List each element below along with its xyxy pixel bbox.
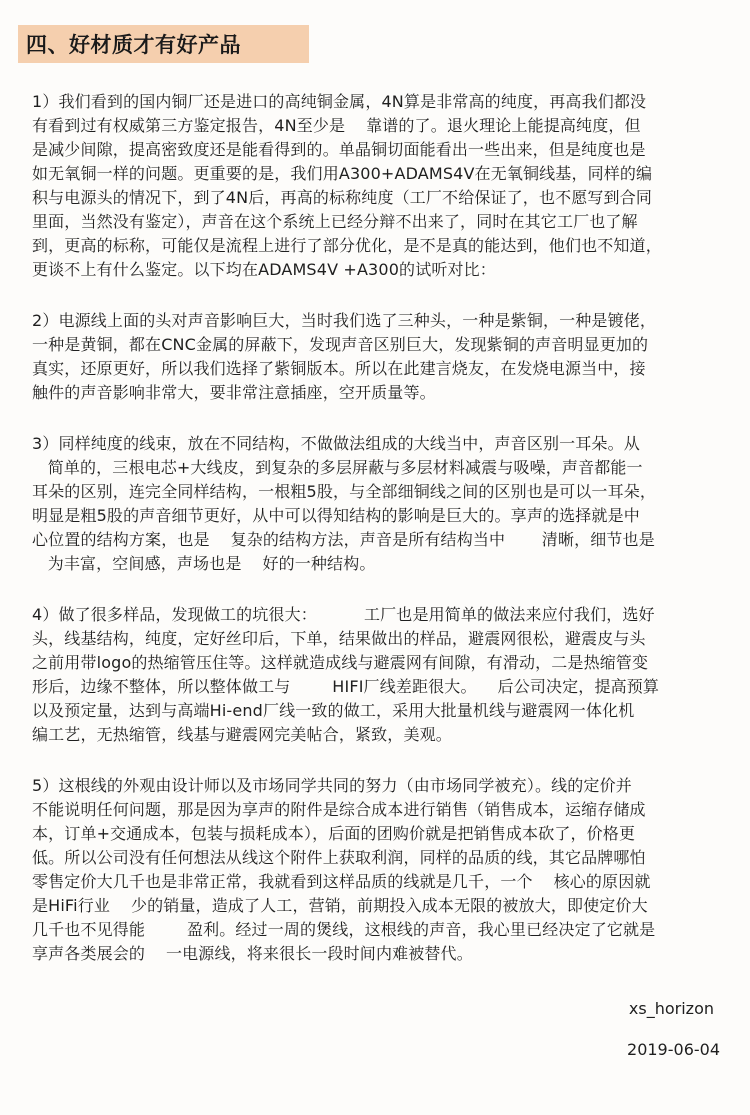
paragraph-line: 一种是黄铜，都在CNC金属的屏蔽下，发现声音区别巨大，发现紫铜的声音明显更加的 <box>32 335 649 354</box>
paragraph-line: 触件的声音影响非常大，要非常注意插座，空开质量等。 <box>32 383 436 402</box>
paragraph-4 <box>32 603 730 747</box>
paragraph-line: 简单的，三根电芯+大线皮，到复杂的多层屏蔽与多层材料减震与吸噪，声音都能一 <box>32 458 643 477</box>
paragraph-line: 编工艺，无热缩管，线基与避震网完美帖合，紧致，美观。 <box>32 725 452 744</box>
paragraph-line: 里面，当然没有鉴定），声音在这个系统上已经分辩不出来了，同时在其它工厂也了解 <box>32 212 638 231</box>
paragraph-line: 如无氧铜一样的问题。更重要的是，我们用A300+ADAMS4V在无氧铜线基，同样的编 <box>32 164 653 183</box>
paragraph-line: 之前用带logo的热缩管压住等。这样就造成线与避震网有间隙，有滑动，二是热缩管变 <box>32 653 649 672</box>
paragraph-line: 到，更高的标称，可能仅是流程上进行了部分优化，是不是真的能达到，他们也不知道， <box>32 236 662 255</box>
paragraph-line: 为丰富，空间感，声场也是 好的一种结构。 <box>32 554 376 573</box>
paragraph-line: 明显是粗5股的声音细节更好，从中可以得知结构的影响是巨大的。享声的选择就是中 <box>32 506 640 525</box>
paragraph-line: 1）我们看到的国内铜厂还是进口的高纯铜金属，4N算是非常高的纯度，再高我们都没 <box>32 92 647 111</box>
paragraph-1 <box>32 90 730 282</box>
paragraph-line: 真实，还原更好，所以我们选择了紫铜版本。所以在此建言烧友，在发烧电源当中，接 <box>32 359 646 378</box>
paragraph-line: 3）同样纯度的线束，放在不同结构，不做做法组成的大线当中，声音区别一耳朵。从 <box>32 434 640 453</box>
paragraph-line: 以及预定量，达到与高端Hi-end厂线一致的做工，采用大批量机线与避震网一体化机 <box>32 701 635 720</box>
publish-date: 2019-06-04 <box>627 1040 720 1059</box>
paragraph-line: 不能说明任何问题，那是因为享声的附件是综合成本进行销售（销售成本，运缩存储成 <box>32 800 646 819</box>
paragraph-3 <box>32 432 730 576</box>
paragraph-line: 形后，边缘不整体，所以整体做工与 HIFI厂线差距很大。 后公司决定，提高预算 <box>32 677 660 696</box>
paragraph-line: 4）做了很多样品，发现做工的坑很大： 工厂也是用简单的做法来应付我们，选好 <box>32 605 655 624</box>
paragraph-line: 是减少间隙，提高密致度还是能看得到的。单晶铜切面能看出一些出来，但是纯度也是 <box>32 140 646 159</box>
author-signature: xs_horizon <box>628 999 714 1018</box>
paragraph-line: 头，线基结构，纯度，定好丝印后，下单，结果做出的样品，避震网很松，避震皮与头 <box>32 629 646 648</box>
paragraph-line: 2）电源线上面的头对声音影响巨大，当时我们选了三种头，一种是紫铜，一种是镀佬， <box>32 311 657 330</box>
paragraph-line: 5）这根线的外观由设计师以及市场同学共同的努力（由市场同学被充）。线的定价并 <box>32 776 632 795</box>
paragraph-line: 心位置的结构方案，也是 复杂的结构方法，声音是所有结构当中 清晰，细节也是 <box>32 530 655 549</box>
paragraph-2 <box>32 309 730 405</box>
section-heading: 四、好材质才有好产品 <box>26 33 241 57</box>
paragraph-line: 低。所以公司没有任何想法从线这个附件上获取利润，同样的品质的线，其它品牌哪怕 <box>32 848 646 867</box>
paragraph-line: 更谈不上有什么鉴定。以下均在ADAMS4V +A300的试听对比： <box>32 260 496 279</box>
paragraph-line: 有看到过有权威第三方鉴定报告，4N至少是 靠谱的了。退火理论上能提高纯度，但 <box>32 116 641 135</box>
paragraph-line: 耳朵的区别，连完全同样结构，一根粗5股，与全部细铜线之间的区别也是可以一耳朵， <box>32 482 657 501</box>
paragraph-5 <box>32 774 730 966</box>
paragraph-line: 是HiFi行业 少的销量，造成了人工，营销，前期投入成本无限的被放大，即使定价大 <box>32 896 648 915</box>
section-heading-banner <box>18 25 309 63</box>
paragraph-line: 享声各类展会的 一电源线，将来很长一段时间内难被替代。 <box>32 944 473 963</box>
paragraph-line: 本，订单+交通成本，包装与损耗成本），后面的团购价就是把销售成本砍了，价格更 <box>32 824 636 843</box>
paragraph-line: 积与电源头的情况下，到了4N后，再高的标称纯度（工厂不给保证了，也不愿写到合同 <box>32 188 652 207</box>
paragraph-line: 几千也不见得能 盈利。经过一周的煲线，这根线的声音，我心里已经决定了它就是 <box>32 920 656 939</box>
paragraph-line: 零售定价大几千也是非常正常，我就看到这样品质的线就是几千，一个 核心的原因就 <box>32 872 651 891</box>
article-body <box>32 90 730 993</box>
